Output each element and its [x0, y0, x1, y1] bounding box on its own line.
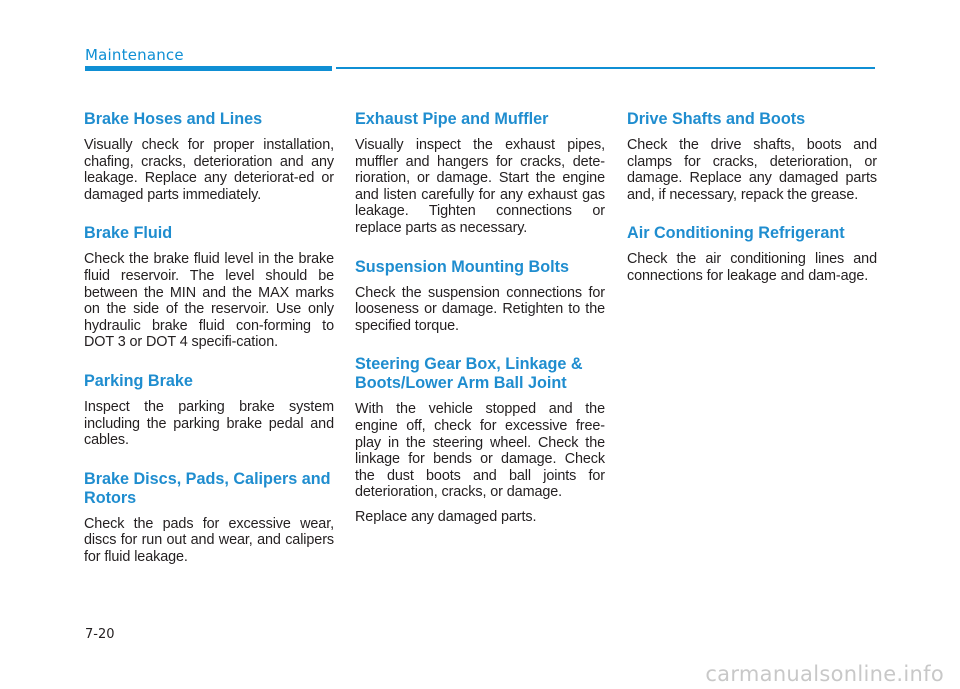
section-paragraph: Check the brake fluid level in the brake fluid reservoir. The level should be between the MIN and the MAX marks on the side of the reservoir. Use only hydraulic brake fluid con-forming to DOT 3 or DOT 4 specifi-cation. — [84, 251, 334, 351]
section-paragraph: Check the pads for excessive wear, discs for run out and wear, and calipers for fluid leakage. — [84, 515, 334, 565]
section-paragraph: Check the drive shafts, boots and clamps for cracks, deterioration, or damage. Replace any damaged parts and, if necessary, repack the grease. — [627, 137, 877, 203]
section-paragraph: Visually inspect the exhaust pipes, muffler and hangers for cracks, dete-rioration, or damage. Start the engine and listen carefully for any exhaust gas leakage. Tighten connections or replace parts as necessary. — [355, 137, 605, 236]
section-heading: Exhaust Pipe and Muffler — [355, 110, 549, 128]
header-rule-thin — [336, 67, 875, 69]
page-number: 7-20 — [85, 627, 115, 642]
column-left — [84, 110, 334, 587]
section-exhaust — [355, 110, 605, 237]
section-title: Maintenance — [85, 46, 184, 64]
section-paragraph: With the vehicle stopped and the engine off, check for excessive free-play in the steering wheel. Check the linkage for bends or damage. Check the dust boots and ball joints for deterioration, cracks, or damage. — [355, 401, 605, 501]
header-rule-thick — [85, 66, 332, 71]
section-heading: Brake Discs, Pads, Calipers and Rotors — [84, 469, 331, 507]
column-right — [627, 110, 877, 306]
section-heading: Brake Fluid — [84, 224, 173, 243]
section-heading: Steering Gear Box, Linkage & Boots/Lower Arm Ball Joint — [355, 355, 583, 393]
section-heading: Air Conditioning Refrigerant — [627, 224, 845, 243]
section-paragraph: Replace any damaged parts. — [355, 508, 537, 525]
section-paragraph: Check the air conditioning lines and connections for leakage and dam-age. — [627, 251, 877, 284]
watermark: carmanualsonline.info — [705, 662, 944, 686]
section-paragraph: Check the suspension connections for looseness or damage. Retighten to the specified torque. — [355, 284, 605, 334]
section-ac-refrigerant — [627, 224, 877, 284]
section-brake-hoses — [84, 110, 334, 203]
column-middle — [355, 110, 605, 547]
section-paragraph: Visually check for proper installation, chafing, cracks, deterioration and any leakage. Replace any deteriorat-ed or damaged parts immediately. — [84, 137, 334, 203]
section-brake-fluid — [84, 224, 334, 351]
section-suspension — [355, 258, 605, 335]
section-heading: Brake Hoses and Lines — [84, 110, 263, 128]
section-brake-discs — [84, 470, 334, 566]
section-heading: Parking Brake — [84, 371, 193, 390]
section-heading: Suspension Mounting Bolts — [355, 257, 570, 276]
section-heading: Drive Shafts and Boots — [627, 110, 806, 128]
section-steering — [355, 355, 605, 525]
section-parking-brake — [84, 372, 334, 449]
section-drive-shafts — [627, 110, 877, 203]
section-paragraph: Inspect the parking brake system including the parking brake pedal and cables. — [84, 398, 334, 449]
